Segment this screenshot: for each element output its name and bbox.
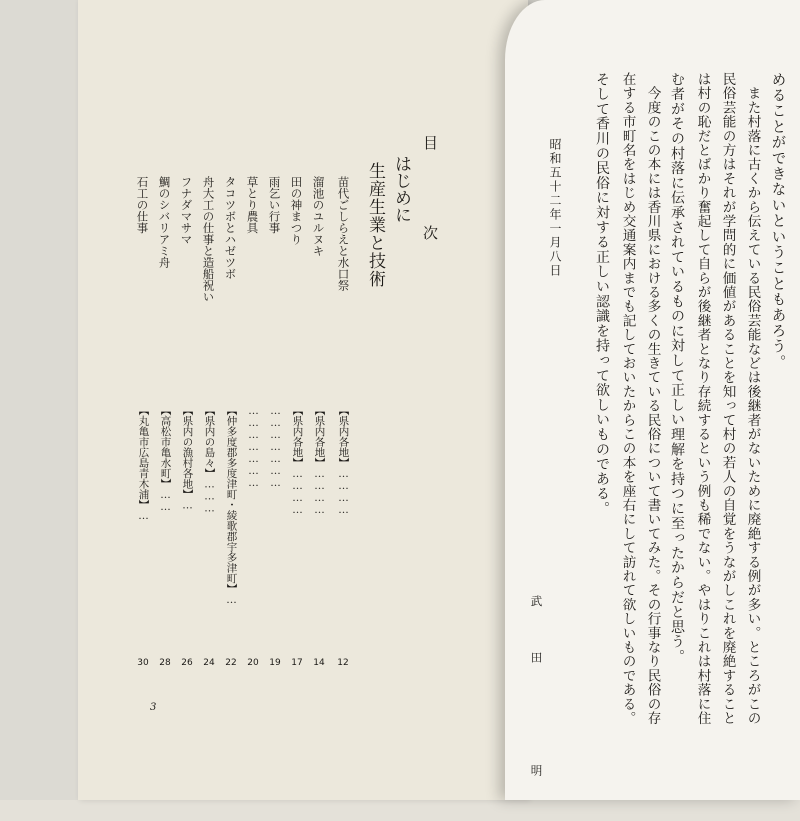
toc-entry-location: 【県内の島々】……… (203, 405, 216, 515)
body-line: そして香川の民俗に対する正しい認識を持って欲しいものである。 (594, 72, 610, 516)
toc-entry-page: 28 (159, 658, 171, 668)
toc-entry-page: 24 (203, 658, 215, 668)
toc-entry-page: 20 (247, 658, 259, 668)
toc-entry-page: 14 (313, 658, 325, 668)
section-production: 生産生業と技術 (365, 162, 385, 288)
body-line: めることができないということもあろう。 (769, 72, 786, 371)
toc-entry-location: 【仲多度郡多度津町・綾歌郡宇多津町】… (225, 405, 238, 606)
body-line: 今度のこの本には香川県における多くの生きている民俗について書いてみた。その行事なり民俗の存 (644, 72, 661, 726)
body-line: は村の恥だとばかり奮起して自らが後継者となり存続するという例も稀でない。やはりこれは村落に住 (694, 72, 711, 726)
toc-entry-location: 【県内の漁村各地】… (181, 405, 194, 512)
author-name: 武田 明 (529, 595, 544, 821)
body-line: また村落に古くから伝えている民俗芸能などは後継者がないために廃絶する例が多い。ところがこの (744, 72, 761, 726)
toc-entry-title: タコツボとハゼツボ (223, 176, 238, 280)
toc-entry-title: 石工の仕事 (135, 176, 150, 234)
date-line: 昭和五十二年一月八日 (548, 138, 562, 278)
toc-entry-page: 17 (291, 658, 303, 668)
toc-entry-location: 【県内各地】………… (313, 405, 326, 516)
toc-entry-location: 【高松市亀水町】…… (159, 405, 172, 513)
left-page (78, 0, 528, 800)
toc-entry-page: 22 (225, 658, 237, 668)
toc-entry-location: ………………… (247, 405, 260, 489)
toc-entry-location: ………………… (269, 405, 282, 489)
toc-title: 目 次 (421, 135, 439, 270)
toc-entry-title: 田の神まつり (289, 176, 304, 245)
toc-entry-page: 26 (181, 658, 193, 668)
toc-entry-page: 30 (137, 658, 149, 668)
toc-entry-page: 19 (269, 658, 281, 668)
toc-entry-page: 12 (337, 658, 349, 668)
page-number: 3 (150, 702, 157, 713)
toc-entry-title: 舟大工の仕事と造船祝い (201, 176, 216, 303)
toc-entry-title: 鯛のシバリアミ舟 (157, 176, 172, 268)
toc-entry-title: 溜池のユルヌキ (311, 176, 326, 257)
toc-entry-title: 草とり農具 (245, 176, 260, 234)
toc-entry-location: 【県内各地】………… (291, 405, 304, 516)
toc-entry-title: フナダマサマ (179, 176, 194, 245)
toc-entry-location: 【県内各地】………… (337, 405, 350, 516)
toc-entry-location: 【丸亀市広島青木浦】… (137, 405, 150, 522)
section-intro: はじめに (391, 155, 411, 223)
body-line: 民俗芸能の方はそれが学問的に価値があることを知って村の若人の自覚をうながしこれを廃絶すること (719, 72, 736, 726)
body-line: 在する市町名をはじめ交通案内までも記しておいたからこの本を座右にして訪れて欲しいものである。 (619, 72, 636, 726)
body-line: む者がその村落に伝承されているものに対して正しい理解を持つに至ったからだと思う。 (669, 72, 685, 664)
toc-entry-title: 雨乞い行事 (267, 176, 282, 234)
toc-entry-title: 苗代ごしらえと水口祭 (336, 176, 351, 291)
